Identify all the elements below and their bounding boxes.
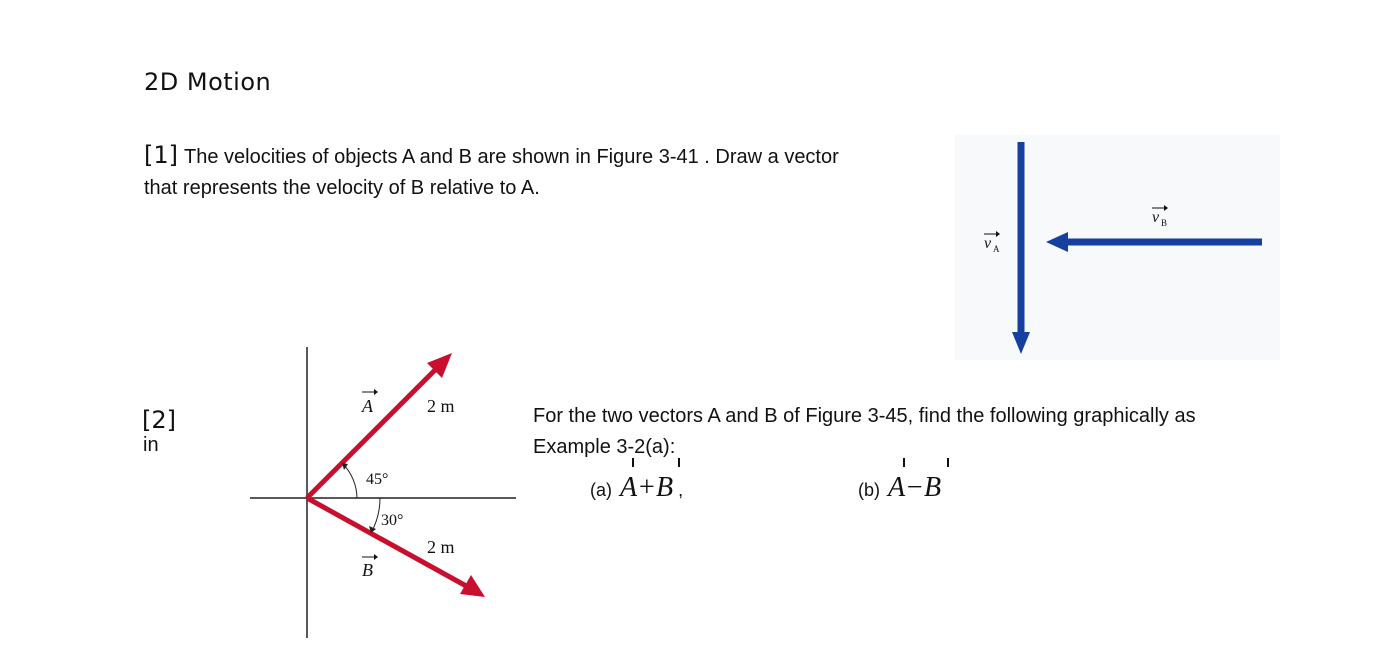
option-a: [590, 472, 683, 504]
angle-b-label: 30°: [381, 512, 404, 529]
option-a-vector-mark-b: [678, 458, 680, 467]
problem-1-tag: [1]: [144, 141, 178, 169]
vector-b-length: 2 m: [427, 537, 455, 557]
velocity-b-subscript: B: [1161, 218, 1168, 228]
vector-b-label: B: [362, 560, 373, 580]
velocity-a-label: v: [984, 235, 992, 252]
problem-2-line-1: For the two vectors A and B of Figure 3-45, find the following graphically as: [533, 405, 1196, 427]
vector-a-label-bar-head: [374, 389, 378, 395]
option-a-expression: A+B: [620, 472, 674, 503]
option-b-expression: A−B: [888, 472, 942, 503]
velocity-a-subscript: A: [993, 244, 1000, 254]
problem-1-line-2: that represents the velocity of B relative to A.: [144, 177, 540, 199]
angle-a-label: 45°: [366, 471, 389, 488]
option-b: [858, 472, 941, 504]
problem-2-in-text: in: [143, 434, 159, 456]
page-title: 2D Motion: [144, 68, 272, 96]
option-b-vector-mark-b: [947, 458, 949, 467]
option-b-label: (b): [858, 480, 880, 500]
vector-a-label: A: [362, 396, 373, 416]
velocity-b-label: v: [1152, 209, 1160, 226]
vector-a-length: 2 m: [427, 396, 455, 416]
problem-2-tag: [2]: [142, 406, 176, 434]
problem-2-text: [533, 401, 1196, 463]
vector-b-label-bar-head: [374, 554, 378, 560]
option-a-vector-mark-a: [632, 458, 634, 467]
problem-1-line-1-text: The velocities of objects A and B are shown in Figure 3-41 . Draw a vector: [184, 146, 839, 168]
problem-2-line-2: Example 3-2(a):: [533, 436, 676, 458]
option-a-comma: ,: [678, 480, 684, 500]
option-b-vector-mark-a: [903, 458, 905, 467]
option-a-label: (a): [590, 480, 612, 500]
